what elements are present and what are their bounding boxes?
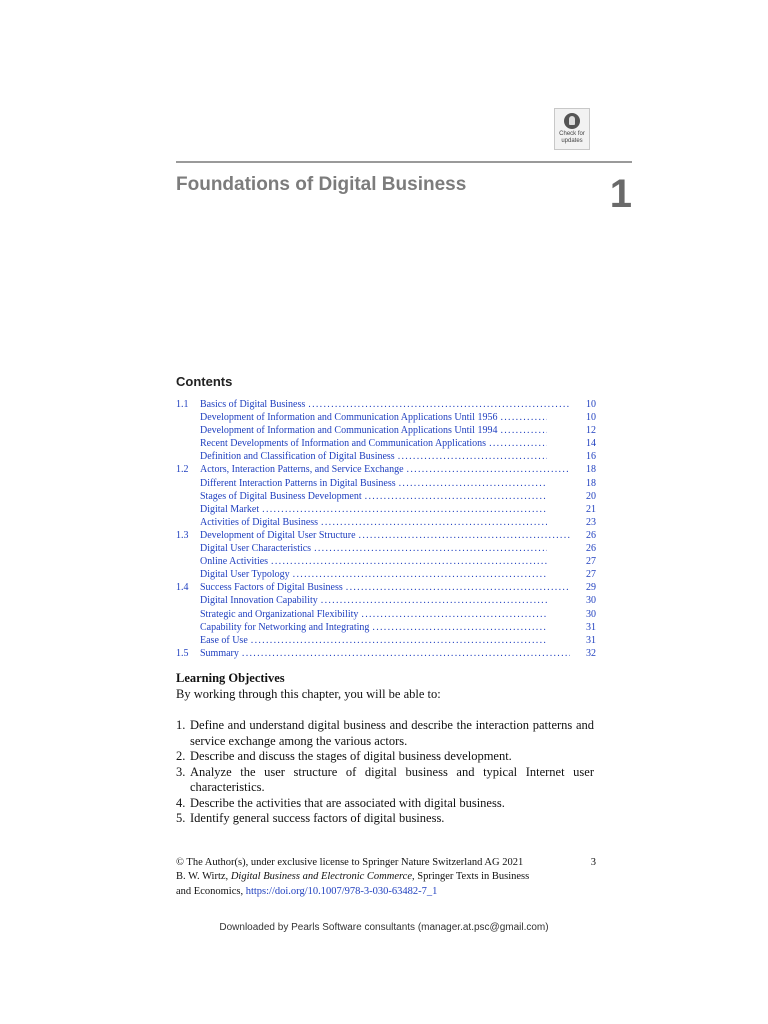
toc-entry-page: 21 bbox=[586, 503, 596, 515]
toc-leader-dots bbox=[362, 490, 547, 503]
toc-entry[interactable] bbox=[176, 542, 596, 555]
toc-entry-title: Digital User Typology bbox=[200, 569, 290, 581]
toc-entry[interactable] bbox=[176, 516, 596, 529]
table-of-contents bbox=[176, 398, 596, 660]
learning-objective-number: 4. bbox=[176, 795, 186, 810]
toc-entry-title: Activities of Digital Business bbox=[200, 516, 319, 528]
learning-objective-number: 1. bbox=[176, 718, 186, 732]
download-note: Downloaded by Pearls Software consultants (manager.at.psc@gmail.com) bbox=[219, 922, 549, 933]
toc-entry[interactable] bbox=[176, 568, 596, 581]
toc-entry-page: 27 bbox=[586, 569, 596, 581]
learning-objective-text: Define and understand digital business and describe the interaction patterns and service exchange among the various actors. bbox=[190, 718, 594, 748]
toc-entry-page: 30 bbox=[586, 608, 596, 620]
learning-objective-number: 3. bbox=[176, 764, 186, 779]
toc-entry[interactable] bbox=[176, 477, 596, 490]
toc-entry-page: 18 bbox=[586, 477, 596, 489]
bookmark-icon bbox=[564, 113, 580, 129]
toc-entry-link[interactable] bbox=[200, 516, 547, 529]
toc-entry-link[interactable] bbox=[200, 503, 547, 516]
toc-entry-link[interactable] bbox=[200, 437, 547, 450]
toc-entry-title: Different Interaction Patterns in Digital Business bbox=[200, 477, 396, 489]
learning-objective-number: 5. bbox=[176, 811, 186, 825]
toc-entry[interactable] bbox=[176, 450, 596, 463]
toc-entry-page: 26 bbox=[586, 543, 596, 555]
toc-entry-page: 31 bbox=[586, 621, 596, 633]
learning-objective-text: Describe and discuss the stages of digital business development. bbox=[190, 749, 512, 763]
learning-objective-number: 2. bbox=[176, 749, 186, 763]
learning-objective-text: Identify general success factors of digital business. bbox=[190, 811, 445, 825]
toc-entry-page: 26 bbox=[586, 529, 596, 541]
toc-entry-page: 27 bbox=[586, 556, 596, 568]
toc-entry-link[interactable] bbox=[200, 398, 570, 411]
toc-entry-title: Digital User Characteristics bbox=[200, 543, 312, 555]
toc-entry-title: Strategic and Organizational Flexibility bbox=[200, 608, 359, 620]
toc-entry-link[interactable] bbox=[200, 555, 547, 568]
book-title: Digital Business and Electronic Commerce bbox=[230, 871, 413, 883]
learning-objective-item bbox=[176, 811, 594, 827]
learning-objectives-heading: Learning Objectives bbox=[176, 671, 285, 685]
chapter-number: 1 bbox=[609, 172, 632, 216]
toc-entry-number: 1.5 bbox=[176, 647, 189, 659]
toc-entry-page: 29 bbox=[586, 582, 596, 594]
toc-entry[interactable] bbox=[176, 490, 596, 503]
toc-entry-page: 18 bbox=[586, 464, 596, 476]
contents-heading: Contents bbox=[176, 374, 233, 389]
toc-entry-page: 10 bbox=[586, 412, 596, 424]
toc-entry-title: Capability for Networking and Integrating bbox=[200, 621, 370, 633]
toc-entry-link[interactable] bbox=[200, 490, 547, 503]
toc-entry[interactable] bbox=[176, 398, 596, 411]
badge-text bbox=[559, 131, 585, 145]
toc-entry-link[interactable] bbox=[200, 581, 570, 594]
toc-entry[interactable] bbox=[176, 411, 596, 424]
toc-entry-title: Digital Market bbox=[200, 503, 260, 515]
toc-entry-page: 32 bbox=[586, 647, 596, 659]
series-text: , Springer Texts in Business bbox=[412, 871, 530, 883]
toc-entry-title: Actors, Interaction Patterns, and Service Exchange bbox=[200, 464, 404, 476]
toc-leader-dots bbox=[356, 529, 570, 542]
learning-objective-item bbox=[176, 718, 594, 749]
toc-entry-link[interactable] bbox=[200, 411, 547, 424]
toc-entry-number: 1.4 bbox=[176, 582, 189, 594]
toc-entry-title: Development of Digital User Structure bbox=[200, 529, 356, 541]
toc-entry-page: 31 bbox=[586, 634, 596, 646]
learning-objective-item bbox=[176, 765, 594, 796]
toc-entry-page: 16 bbox=[586, 451, 596, 463]
toc-entry-number: 1.3 bbox=[176, 529, 189, 541]
toc-leader-dots bbox=[497, 424, 547, 437]
toc-entry-page: 10 bbox=[586, 399, 596, 410]
toc-entry[interactable] bbox=[176, 581, 596, 594]
toc-entry[interactable] bbox=[176, 608, 596, 621]
toc-leader-dots bbox=[343, 581, 570, 594]
toc-entry-title: Development of Information and Communication Applications Until 1994 bbox=[200, 425, 498, 437]
toc-entry-title: Recent Developments of Information and Communication Applications bbox=[200, 438, 487, 450]
chapter-rule bbox=[176, 161, 632, 163]
learning-objective-item bbox=[176, 749, 594, 765]
badge-line-2: updates bbox=[561, 138, 583, 144]
badge-line-1: Check for bbox=[559, 131, 585, 137]
toc-entry-page: 30 bbox=[586, 595, 596, 607]
learning-objective-item bbox=[176, 796, 594, 812]
check-for-updates-badge[interactable] bbox=[554, 108, 590, 150]
toc-entry-link[interactable] bbox=[200, 477, 547, 490]
toc-entry-title: Basics of Digital Business bbox=[200, 399, 306, 410]
toc-leader-dots bbox=[396, 477, 547, 490]
toc-leader-dots bbox=[318, 594, 547, 607]
toc-leader-dots bbox=[497, 411, 547, 424]
toc-entry-title: Development of Information and Communication Applications Until 1956 bbox=[200, 412, 498, 424]
toc-entry-link[interactable] bbox=[200, 594, 547, 607]
toc-entry-link[interactable] bbox=[200, 568, 547, 581]
toc-leader-dots bbox=[239, 647, 570, 660]
toc-entry-link[interactable] bbox=[200, 450, 547, 463]
toc-entry-page: 20 bbox=[586, 490, 596, 502]
page-number: 3 bbox=[590, 857, 596, 868]
toc-leader-dots bbox=[395, 450, 547, 463]
toc-entry-page: 23 bbox=[586, 516, 596, 528]
toc-entry-title: Success Factors of Digital Business bbox=[200, 582, 343, 594]
toc-entry-link[interactable] bbox=[200, 608, 547, 621]
toc-entry[interactable] bbox=[176, 621, 596, 634]
toc-entry[interactable] bbox=[176, 594, 596, 607]
toc-entry-link[interactable] bbox=[200, 634, 547, 647]
toc-entry[interactable] bbox=[176, 424, 596, 437]
learning-objective-text: Describe the activities that are associated with digital business. bbox=[190, 795, 505, 810]
toc-leader-dots bbox=[318, 516, 547, 529]
toc-entry-page: 12 bbox=[586, 425, 596, 437]
chapter-title: Foundations of Digital Business bbox=[176, 174, 467, 195]
toc-leader-dots bbox=[311, 542, 547, 555]
toc-entry-link[interactable] bbox=[200, 424, 547, 437]
toc-leader-dots bbox=[404, 463, 570, 476]
toc-entry-page: 14 bbox=[586, 438, 596, 450]
toc-entry-title: Summary bbox=[200, 647, 239, 659]
toc-leader-dots bbox=[259, 503, 547, 516]
toc-entry-title: Digital Innovation Capability bbox=[200, 595, 318, 607]
toc-entry-title: Definition and Classification of Digital Business bbox=[200, 451, 395, 463]
toc-entry-title: Stages of Digital Business Development bbox=[200, 490, 362, 502]
toc-leader-dots bbox=[268, 555, 547, 568]
toc-entry-title: Online Activities bbox=[200, 556, 269, 568]
toc-leader-dots bbox=[358, 608, 547, 621]
toc-entry[interactable] bbox=[176, 647, 596, 660]
toc-entry-number: 1.2 bbox=[176, 464, 189, 476]
toc-leader-dots bbox=[369, 621, 547, 634]
toc-entry-link[interactable] bbox=[200, 621, 547, 634]
toc-entry-link[interactable] bbox=[200, 647, 570, 660]
toc-entry[interactable] bbox=[176, 529, 596, 542]
toc-leader-dots bbox=[305, 398, 570, 411]
learning-objectives-intro: By working through this chapter, you will be able to: bbox=[176, 687, 441, 701]
toc-entry-link[interactable] bbox=[200, 542, 547, 555]
toc-entry[interactable] bbox=[176, 437, 596, 450]
toc-leader-dots bbox=[290, 568, 547, 581]
copyright-text: © The Author(s), under exclusive license to Springer Nature Switzerland AG 2021 bbox=[176, 857, 524, 868]
toc-entry[interactable] bbox=[176, 503, 596, 516]
author-text: B. W. Wirtz, bbox=[176, 871, 229, 883]
doi-link[interactable]: https://doi.org/10.1007/978-3-030-63482-7_1 bbox=[245, 885, 438, 897]
toc-entry[interactable] bbox=[176, 463, 596, 476]
toc-entry[interactable] bbox=[176, 634, 596, 647]
learning-objectives-list bbox=[176, 718, 594, 827]
toc-entry-title: Ease of Use bbox=[200, 634, 248, 646]
toc-leader-dots bbox=[486, 437, 547, 450]
toc-entry[interactable] bbox=[176, 555, 596, 568]
toc-leader-dots bbox=[248, 634, 547, 647]
series-cont-text: and Economics, bbox=[176, 885, 244, 897]
toc-entry-link[interactable] bbox=[200, 529, 570, 542]
learning-objective-text: Analyze the user structure of digital business and typical Internet user characteristics. bbox=[190, 764, 594, 794]
toc-entry-number: 1.1 bbox=[176, 399, 189, 410]
toc-entry-link[interactable] bbox=[200, 463, 570, 476]
page-footer bbox=[176, 856, 596, 899]
